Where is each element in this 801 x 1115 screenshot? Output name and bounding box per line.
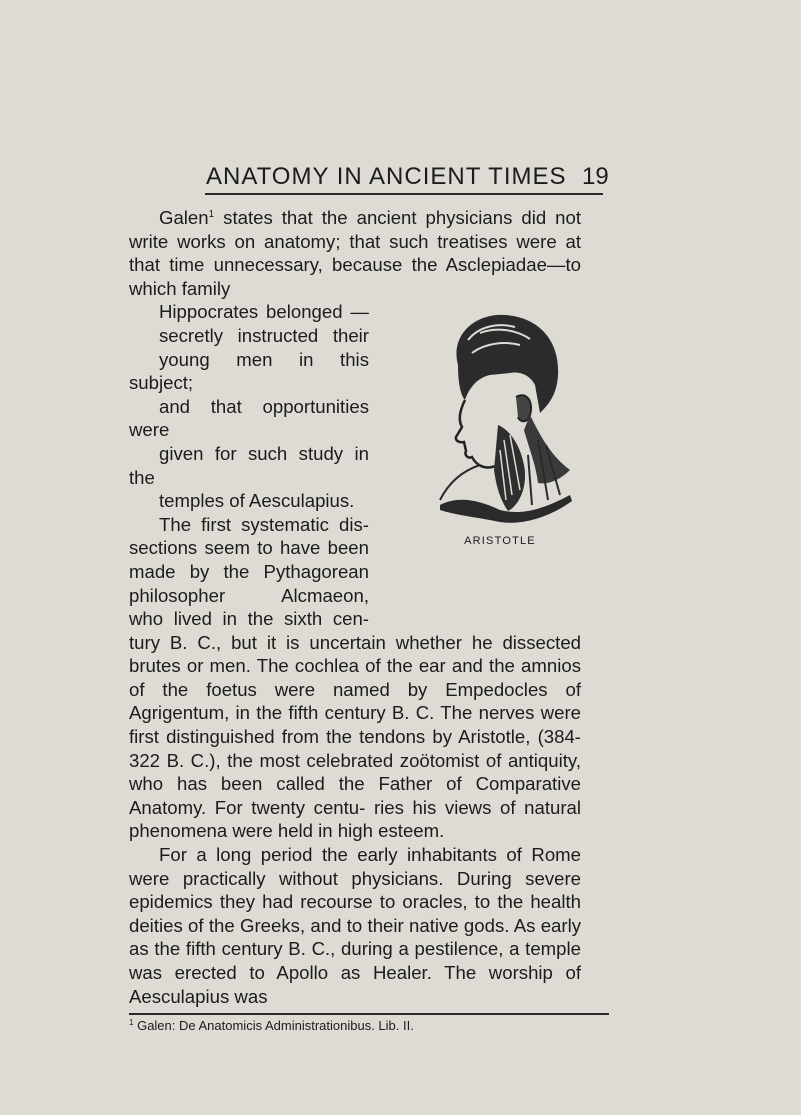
paragraph-rome (129, 843, 581, 1008)
aristotle-portrait-icon (420, 305, 580, 530)
text-line: ries his views of natural phenomena were held in high (129, 796, 582, 842)
text-line: The first systematic dis- (159, 513, 369, 535)
text-line: fifth century B. C. The nerves were first distinguished (129, 702, 581, 748)
text-line: philosopher Alcmaeon, (129, 584, 369, 606)
text-line: Greeks, and to their native gods. As early as the fifth (129, 914, 581, 960)
aristotle-figure (420, 305, 580, 555)
text-line: unnecessary, because the Asclepiadae—to which family (129, 254, 582, 299)
footnote-rule (129, 1013, 609, 1015)
text-line: century B. C., during a pestilence, a temple was erected (129, 938, 581, 983)
footnote-ref: 1 (208, 209, 215, 220)
page-header (0, 162, 801, 192)
text-line: tury B. C., but it is uncertain whether he dissected brutes (129, 631, 581, 677)
text-line: from the tendons by Aristotle, (384-322 B. C.), the most (129, 726, 581, 771)
text-line: or men. The cochlea of the ear and the amnios of the (129, 655, 581, 700)
author-name: Galen (159, 207, 209, 228)
figure-caption: ARISTOTLE (464, 535, 536, 547)
text-line: sections seem to have been (129, 537, 369, 559)
footnote (129, 1017, 609, 1035)
footnote-marker: 1 (129, 1018, 134, 1027)
text-line: secretly instructed their (159, 324, 369, 346)
paragraph-alcmaeon (129, 513, 581, 843)
text-line: temples of Aesculapius. (159, 490, 355, 512)
text-line: who lived in the sixth cen- (129, 608, 369, 630)
text-line: For a long period the early inhabitants of Rome were (129, 844, 581, 889)
page-number: 19 (582, 163, 609, 190)
text-line: to Apollo as Healer. The worship of Aesculapius was (129, 962, 581, 1007)
text-line: they had recourse to oracles, to the health deities of the (129, 891, 581, 936)
text-line: practically without physicians. During severe epidemics (129, 867, 581, 913)
text-line: Hippocrates belonged — (159, 301, 369, 323)
text-line: young men in this subject; (129, 348, 369, 394)
text-line: and that opportunities were (129, 395, 369, 441)
running-head: ANATOMY IN ANCIENT TIMES (206, 163, 567, 190)
text-line: works on anatomy; that such treatises were at that time (129, 230, 582, 276)
text-line: esteem. (378, 820, 445, 842)
header-rule (205, 193, 603, 195)
text-line: given for such study in the (129, 442, 369, 488)
text-line: celebrated zoötomist of antiquity, who has been called (129, 749, 581, 795)
text-line: foetus were named by Empedocles of Agrigentum, in the (129, 678, 581, 724)
text-line: the Father of Comparative Anatomy. For twenty centu- (129, 773, 581, 818)
text-line: made by the Pythagorean (129, 560, 369, 582)
text-line: states that the ancient physicians did not write (129, 207, 581, 252)
footnote-text: Galen: De Anatomicis Administrationibus. Lib. II. (137, 1018, 414, 1033)
